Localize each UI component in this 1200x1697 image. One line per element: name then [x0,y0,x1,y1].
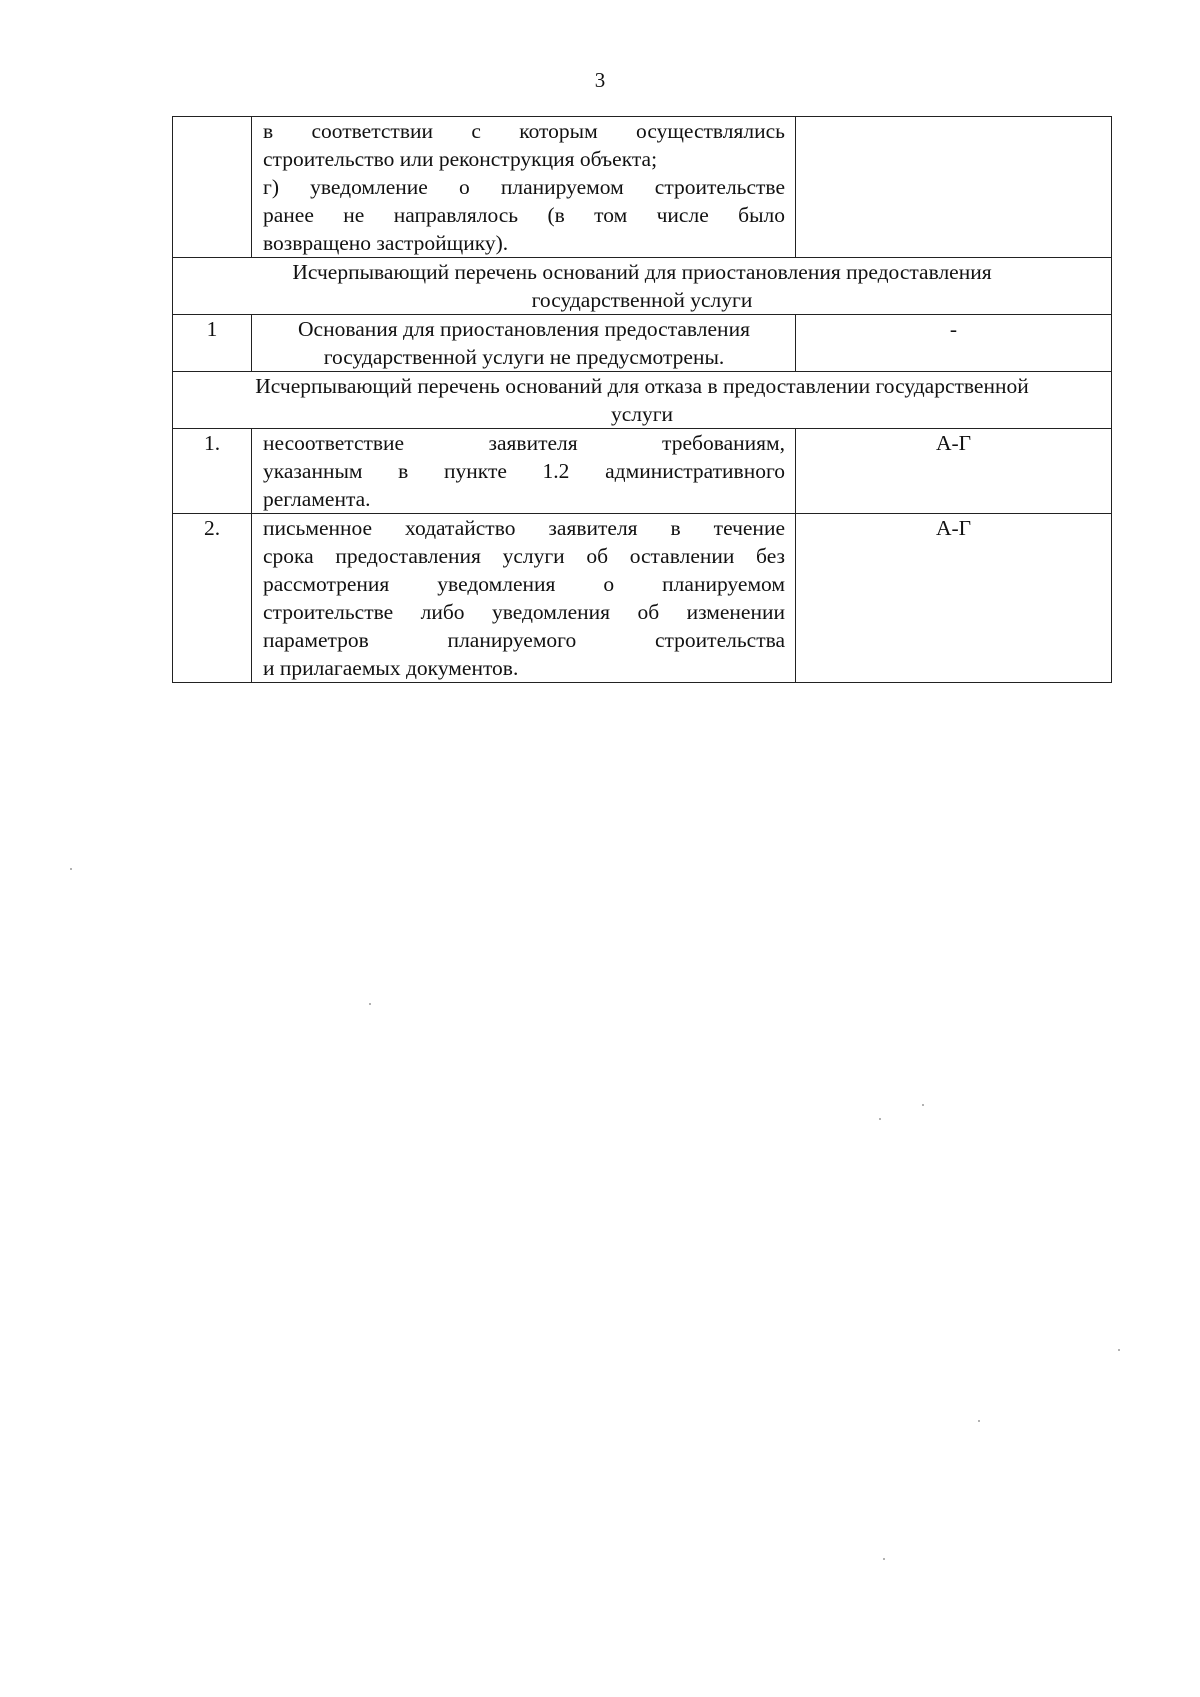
section-heading-line: Исчерпывающий перечень оснований для отказа в предоставлении государственной [255,374,1029,398]
description-line: рассмотрения уведомления о планируемом [263,572,785,596]
row-number-cell [173,117,252,258]
table-row [173,429,1112,514]
section-heading-row [173,372,1112,429]
row-description-cell [252,315,796,372]
scan-speck [369,1003,371,1005]
description-line: письменное ходатайство заявителя в течение [263,516,785,540]
scan-speck [883,1558,885,1560]
table-row [173,315,1112,372]
description-line: строительство или реконструкция объекта; [263,147,658,171]
description-line: в соответствии с которым осуществлялись [263,119,785,143]
description-line: Основания для приостановления предоставления [298,317,750,341]
row-reference-cell: А-Г [796,429,1112,514]
section-heading-line: государственной услуги [531,288,753,312]
section-heading-line: Исчерпывающий перечень оснований для приостановления предоставления [292,260,992,284]
page-number: 3 [594,68,606,92]
scan-speck [70,868,72,870]
row-reference-cell: - [796,315,1112,372]
row-reference-cell: А-Г [796,514,1112,683]
section-heading-suspension [173,258,1112,315]
scan-speck [978,1420,980,1422]
description-line: государственной услуги не предусмотрены. [323,345,725,369]
description-line: параметров планируемого строительства [263,628,785,652]
row-reference-cell [796,117,1112,258]
description-line: указанным в пункте 1.2 административного [263,459,785,483]
table-row-continuation [173,117,1112,258]
description-line: строительстве либо уведомления об изменении [263,600,785,624]
description-line: и прилагаемых документов. [263,656,519,680]
table-row [173,514,1112,683]
description-line: возвращено застройщику). [263,231,509,255]
row-number-cell: 2. [173,514,252,683]
description-line: срока предоставления услуги об оставлении без [263,544,785,568]
scan-speck [1118,1349,1120,1351]
description-line: г) уведомление о планируемом строительстве [263,175,785,199]
row-description-cell [252,429,796,514]
description-line: регламента. [263,487,371,511]
section-heading-refusal [173,372,1112,429]
scan-speck [879,1118,881,1120]
scan-speck [922,1104,924,1106]
row-description-cell [252,514,796,683]
row-number-cell: 1. [173,429,252,514]
section-heading-row [173,258,1112,315]
description-line: несоответствие заявителя требованиям, [263,431,785,455]
description-line: ранее не направлялось (в том числе было [263,203,785,227]
section-heading-line: услуги [610,402,674,426]
grounds-table [172,116,1112,683]
row-number-cell: 1 [173,315,252,372]
row-description-cell [252,117,796,258]
